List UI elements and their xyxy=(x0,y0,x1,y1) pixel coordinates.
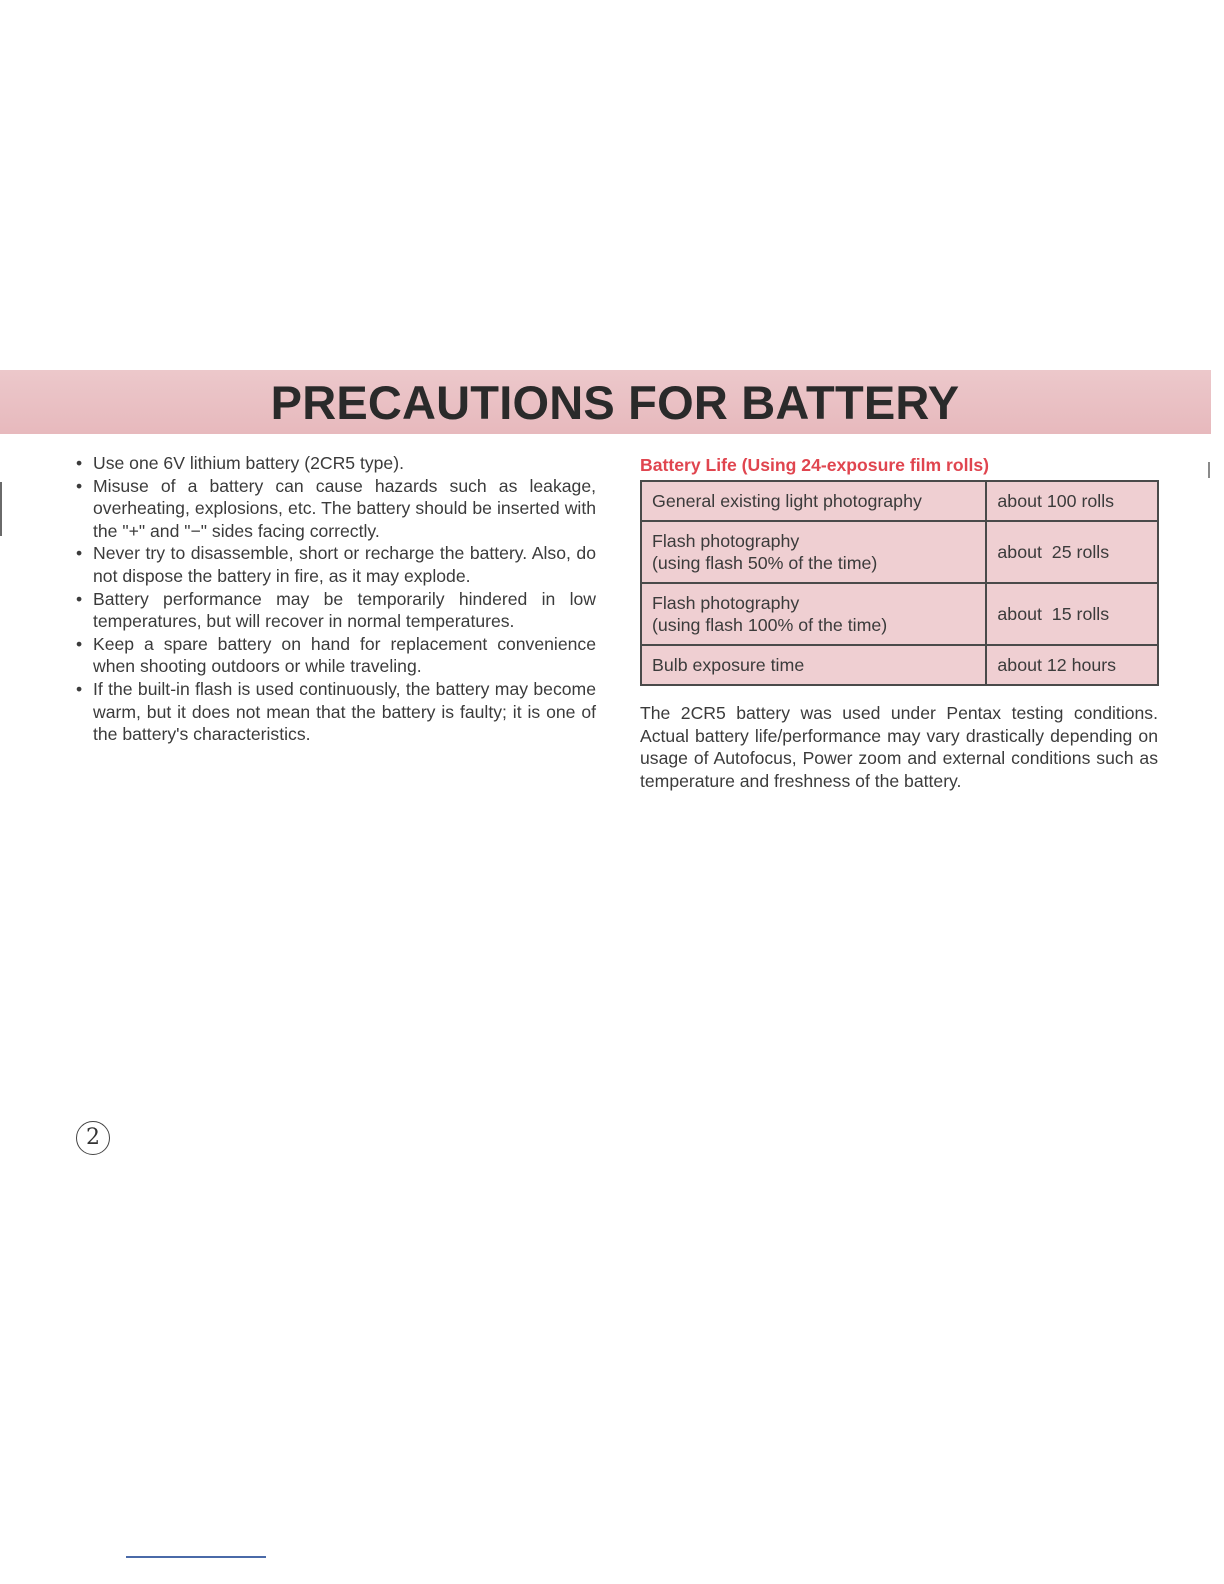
table-row xyxy=(641,583,1158,645)
list-item xyxy=(76,588,596,633)
battery-life-title: Battery Life (Using 24-exposure film rolls) xyxy=(640,455,990,475)
list-item xyxy=(76,475,596,543)
battery-note: The 2CR5 battery was used under Pentax testing conditions. Actual battery life/performance may vary drastically depending on usage of Autofocus, Power zoom and external conditions such as temperature and freshness of the battery. xyxy=(640,703,1158,791)
life-cell: about 25 rolls xyxy=(986,521,1158,583)
precautions-list xyxy=(76,452,596,746)
footer-rule xyxy=(126,1556,266,1558)
battery-life-table xyxy=(640,480,1159,686)
list-item-text: Never try to disassemble, short or recharge the battery. Also, do not dispose the battery in fire, as it may explode. xyxy=(93,543,596,586)
list-item-text: Battery performance may be temporarily hindered in low temperatures, but will recover in normal temperatures. xyxy=(93,588,596,632)
condition-line-1: Flash photography xyxy=(652,592,800,613)
condition-line-1: Bulb exposure time xyxy=(652,654,805,675)
bullet-icon: • xyxy=(76,588,83,609)
title-banner xyxy=(0,370,1211,434)
table-row xyxy=(641,521,1158,583)
bullet-icon: • xyxy=(76,633,83,654)
table-row xyxy=(641,481,1158,521)
condition-line-2: (using flash 50% of the time) xyxy=(652,553,878,573)
list-item-text: Use one 6V lithium battery (2CR5 type). xyxy=(93,453,404,473)
right-edge-mark xyxy=(1208,462,1210,478)
bullet-icon: • xyxy=(76,453,83,473)
table-row xyxy=(641,645,1158,685)
list-item-text: Keep a spare battery on hand for replacement convenience when shooting outdoors or while traveling. xyxy=(93,633,596,677)
life-cell: about 15 rolls xyxy=(986,583,1158,645)
list-item xyxy=(76,633,596,678)
list-item xyxy=(76,542,596,587)
life-cell: about 12 hours xyxy=(986,645,1158,685)
condition-line-1: Flash photography xyxy=(652,530,800,551)
page-title: PRECAUTIONS FOR BATTERY xyxy=(270,376,960,429)
battery-life-section xyxy=(640,452,1160,792)
bullet-icon: • xyxy=(76,475,83,496)
condition-cell xyxy=(641,481,986,521)
bullet-icon: • xyxy=(76,678,83,699)
bullet-icon: • xyxy=(76,543,83,564)
condition-cell xyxy=(641,521,986,583)
list-item xyxy=(76,452,596,475)
condition-line-1: General existing light photography xyxy=(652,490,922,511)
precautions-section xyxy=(76,452,596,746)
left-edge-mark xyxy=(0,482,2,536)
condition-cell xyxy=(641,645,986,685)
condition-line-2: (using flash 100% of the time) xyxy=(652,615,888,635)
condition-cell xyxy=(641,583,986,645)
list-item-text: If the built-in flash is used continuously, the battery may become warm, but it does not mean that the battery is faulty; it is one of the battery's characteristics. xyxy=(93,678,596,745)
page-number: 2 xyxy=(76,1121,110,1155)
life-cell: about 100 rolls xyxy=(986,481,1158,521)
list-item xyxy=(76,678,596,746)
list-item-text: Misuse of a battery can cause hazards such as leakage, overheating, explosions, etc. The battery should be inserted with the "+" and "−" sides facing correctly. xyxy=(93,475,596,541)
